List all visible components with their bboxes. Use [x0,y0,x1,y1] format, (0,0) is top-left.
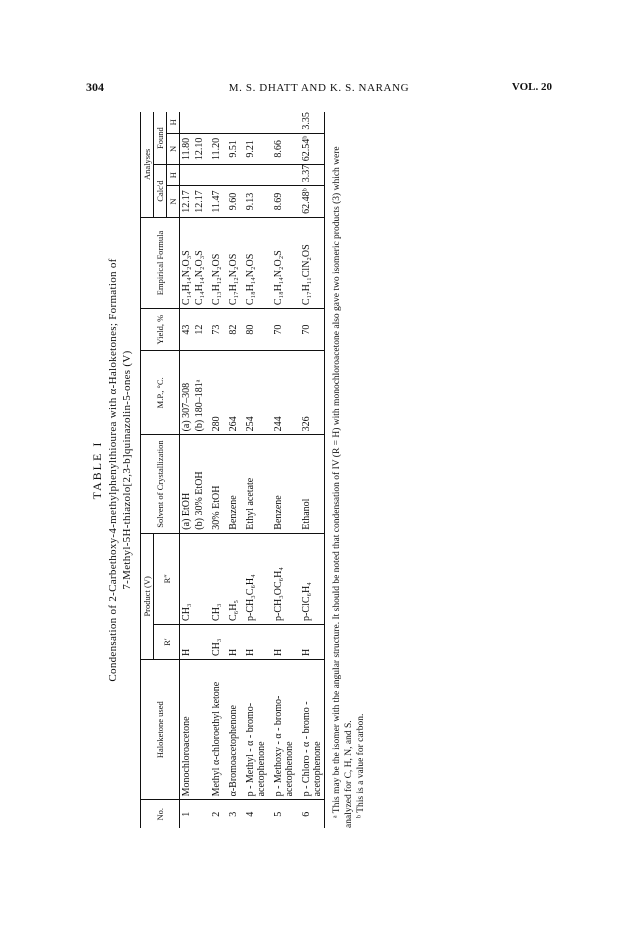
cell-yield: 70 [296,309,325,351]
footnote-a: ᵃ This may be the isomer with the angular structure. It should be noted that condensation of IV (R = H) with monochloroacetone also gave two isomeric products (3) which were analyzed for C, H, N, and S. [332,146,354,828]
cell-calc-n: 12.17 [180,186,194,218]
table-row [206,112,223,828]
cell-no: 3 [228,811,239,817]
col-product-group: Product (V) [141,533,154,659]
table-row [193,112,206,828]
cell-no: 5 [273,811,284,817]
col-calcd-n: N [167,186,180,218]
cell-r2: p-ClC₆H₄ [296,533,325,624]
cell-found-n: 12.10 [193,133,206,165]
cell-r2: CH₃ [180,533,194,624]
cell-solvent: Benzene [223,435,240,533]
cell-r2: p-CH₃OC₆H₄ [268,533,296,624]
cell-solvent: (a) EtOH [180,435,194,533]
cell-formula: C₁₄H₁₄N₂O₃S [193,217,206,308]
cell-found-n: 9.51 [223,133,240,165]
table-caption [90,112,134,828]
cell-formula: C₁₇H₁₁ClN₂OS [296,217,325,308]
col-haloketone: Haloketone used [141,660,180,800]
cell-found-n: 8.66 [268,133,296,165]
cell-mp: 326 [296,351,325,435]
table-row [240,112,268,828]
cell-r1: H [296,624,325,659]
cell-no: 2 [211,811,222,817]
cell-solvent: 30% EtOH [206,435,223,533]
cell-yield: 82 [223,309,240,351]
cell-found-h: 3.35 [296,112,325,133]
running-title: M. S. DHATT AND K. S. NARANG [228,82,410,94]
cell-no: 6 [301,811,312,817]
cell-calc-n: 11.47 [206,186,223,218]
cell-solvent: Ethyl acetate [240,435,268,533]
col-r1: R′ [154,624,180,659]
cell-calc-h [240,165,268,186]
page-number: 304 [86,80,104,94]
cell-mp: 280 [206,351,223,435]
cell-found-n: 9.21 [240,133,268,165]
table-label: TABLE I [90,440,104,500]
col-found: Found [154,112,167,165]
data-table [140,112,325,828]
cell-formula: C₁₇H₁₂N₂OS [223,217,240,308]
cell-calc-n: 8.69 [268,186,296,218]
cell-r2: CH₃ [206,533,223,624]
table-footnotes [331,112,367,828]
col-r2: R″ [154,533,180,624]
cell-r1: H [240,624,268,659]
cell-found-h [268,112,296,133]
cell-found-n: 62.54ᵇ [296,133,325,165]
caption-line-1: Condensation of 2-Carbethoxy-4-methylphenylthiourea with α-Haloketones; Formation of [107,258,119,682]
col-analyses: Analyses [141,112,154,217]
rotated-table-block [90,112,480,828]
cell-formula: C₁₈H₁₄N₂OS [240,217,268,308]
cell-calc-n: 12.17 [193,186,206,218]
cell-calc-h [180,165,194,186]
cell-found-h [223,112,240,133]
cell-mp: 264 [223,351,240,435]
cell-r2 [193,533,206,624]
cell-calc-h [268,165,296,186]
cell-r1 [193,624,206,659]
cell-formula: C₁₃H₁₂N₂OS [206,217,223,308]
cell-found-h [240,112,268,133]
cell-solvent: (b) 30% EtOH [193,435,206,533]
col-found-h: H [167,112,180,133]
cell-calc-n: 9.60 [223,186,240,218]
cell-haloketone: p - Methyl - α - bromo-acetophenone [240,660,268,800]
cell-r2: p-CH₃C₆H₄ [240,533,268,624]
volume-label: VOL. 20 [511,81,552,93]
cell-r1: H [268,624,296,659]
cell-haloketone: Methyl α-chloroethyl ketone [206,660,223,800]
cell-calc-n: 62.48ᵇ [296,186,325,218]
col-solvent: Solvent of Crystallization [141,435,180,533]
cell-no: 1 [181,811,192,817]
table-row [180,112,194,828]
cell-found-h [180,112,194,133]
cell-haloketone: p - Methoxy - α - bromo-acetophenone [268,660,296,800]
cell-formula: C₁₄H₁₄N₂O₃S [180,217,194,308]
cell-calc-h: 3.37 [296,165,325,186]
footnote-b: ᵇ This is a value for carbon. [356,713,366,818]
col-mp: M.P., °C. [141,351,180,435]
cell-found-n: 11.20 [206,133,223,165]
cell-yield: 80 [240,309,268,351]
col-formula: Empirical Formula [141,217,180,308]
col-yield: Yield, % [141,309,180,351]
cell-mp: 244 [268,351,296,435]
cell-r1: H [180,624,194,659]
cell-formula: C₁₈H₁₄N₂O₂S [268,217,296,308]
cell-calc-h [223,165,240,186]
col-found-n: N [167,133,180,165]
cell-yield: 43 [180,309,194,351]
cell-haloketone: Monochloroacetone [180,660,194,800]
cell-yield: 73 [206,309,223,351]
cell-solvent: Benzene [268,435,296,533]
cell-calc-h [206,165,223,186]
cell-haloketone: p - Chloro - α - bromo - acetophenone [296,660,325,800]
col-calcd: Calc'd [154,165,167,218]
page-header [86,80,552,100]
cell-yield: 12 [193,309,206,351]
cell-r2: C₆H₅ [223,533,240,624]
cell-found-h [193,112,206,133]
table-body [180,112,325,828]
cell-found-n: 11.80 [180,133,194,165]
cell-haloketone: α-Bromoacetophenone [223,660,240,800]
cell-no: 4 [245,811,256,817]
cell-yield: 70 [268,309,296,351]
cell-mp: (a) 307–308 [180,351,194,435]
cell-calc-h [193,165,206,186]
cell-haloketone [193,660,206,800]
col-no: No. [155,807,165,821]
caption-line-2: 7-Methyl-5H-thiazolo[2,3-b]quinazolin-5-ones (V) [121,350,133,590]
col-calcd-h: H [167,165,180,186]
cell-mp: 254 [240,351,268,435]
cell-no [193,800,206,828]
cell-mp: (b) 180–181ᵃ [193,351,206,435]
table-row [268,112,296,828]
cell-solvent: Ethanol [296,435,325,533]
table-row [296,112,325,828]
cell-calc-n: 9.13 [240,186,268,218]
table-row [223,112,240,828]
cell-r1: CH₃ [206,624,223,659]
cell-found-h [206,112,223,133]
cell-r1: H [223,624,240,659]
